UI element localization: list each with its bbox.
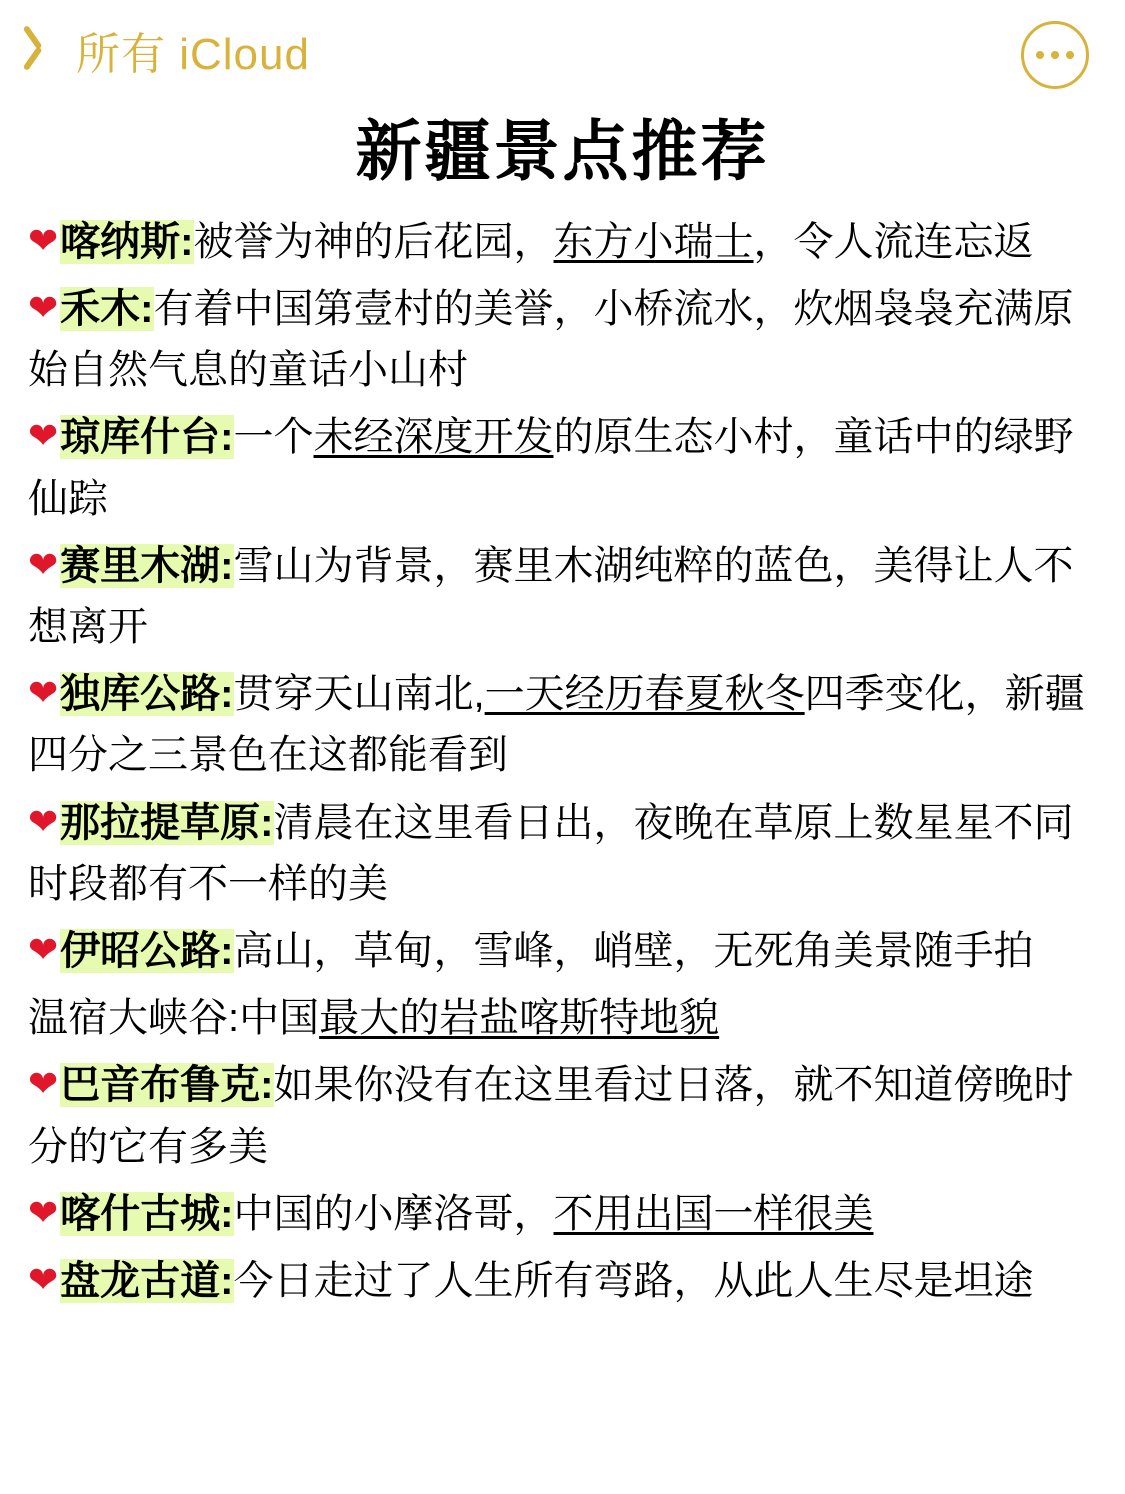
heart-icon: ❤ (28, 1258, 59, 1300)
note-item-name: 巴音布鲁克: (60, 1063, 274, 1108)
heart-icon: ❤ (28, 1063, 59, 1105)
heart-icon: ❤ (28, 1191, 59, 1233)
heart-icon: ❤ (28, 928, 59, 970)
note-item-name: 喀纳斯: (60, 219, 194, 264)
heart-icon: ❤ (28, 543, 59, 585)
body-text: 如果你没有在这里看过日落，就不知道傍晚时分的它有多美 (28, 1063, 1074, 1169)
note-item-name: 喀什古城: (60, 1191, 234, 1236)
back-to-all-icloud-button[interactable] (36, 30, 310, 79)
note-item (28, 536, 1097, 658)
note-item-name: 盘龙古道: (60, 1258, 234, 1303)
body-text: 一个 (233, 415, 314, 460)
top-navigation-bar (0, 0, 1125, 110)
body-text: 四季变化，新疆四分之三景色在这都能看到 (28, 672, 1085, 778)
chevron-left-icon (36, 33, 62, 77)
body-text: 温宿大峡谷:中国 (28, 996, 320, 1041)
body-text: 雪山为背景，赛里木湖纯粹的蓝色，美得让人不想离开 (28, 543, 1074, 650)
heart-icon: ❤ (28, 287, 59, 329)
note-item (28, 407, 1097, 529)
note-item (28, 921, 1097, 982)
heart-icon: ❤ (28, 672, 59, 714)
body-text: 被誉为神的后花园， (193, 219, 554, 264)
note-body[interactable] (0, 114, 1125, 1312)
ellipsis-dot-icon (1066, 51, 1074, 59)
body-text: 中国的小摩洛哥， (233, 1191, 554, 1236)
note-item-name: 伊昭公路: (60, 928, 234, 973)
body-text: 清晨在这里看日出，夜晚在草原上数星星不同时段都有不一样的美 (28, 800, 1074, 906)
note-line-list (28, 212, 1097, 1312)
underlined-text: 不用出国一样很美 (553, 1191, 874, 1236)
back-button-label: 所有 iCloud (76, 30, 310, 79)
note-item (28, 664, 1097, 786)
body-text: 有着中国第壹村的美誉，小桥流水，炊烟袅袅充满原始自然气息的童话小山村 (28, 287, 1074, 393)
note-subline (28, 988, 1097, 1049)
note-item (28, 793, 1097, 915)
note-item-name: 赛里木湖: (60, 543, 234, 588)
note-item (28, 279, 1097, 401)
body-text: 贯穿天山南北, (233, 672, 485, 717)
note-title: 新疆景点推荐 (355, 114, 770, 188)
note-item-name: 禾木: (60, 287, 154, 332)
note-item (28, 1251, 1097, 1312)
note-item-name: 琼库什台: (60, 415, 234, 460)
body-text: ，令人流连忘返 (753, 219, 1034, 264)
ellipsis-dot-icon (1051, 51, 1059, 59)
body-text: 今日走过了人生所有弯路，从此人生尽是坦途 (233, 1258, 1034, 1303)
ellipsis-dot-icon (1036, 51, 1044, 59)
body-text: 高山，草甸，雪峰，峭壁，无死角美景随手拍 (233, 928, 1034, 973)
note-item-name: 独库公路: (60, 672, 234, 717)
underlined-text: 未经深度开发 (313, 415, 554, 460)
underlined-text: 最大的岩盐喀斯特地貌 (319, 996, 720, 1041)
heart-icon: ❤ (28, 800, 59, 842)
note-item (28, 1184, 1097, 1245)
heart-icon: ❤ (28, 415, 59, 457)
note-item (28, 1055, 1097, 1177)
body-text: 的原生态小村，童话中的绿野仙踪 (28, 415, 1074, 521)
note-item (28, 212, 1097, 273)
underlined-text: 东方小瑞士 (553, 219, 754, 264)
note-item-name: 那拉提草原: (60, 800, 274, 845)
heart-icon: ❤ (28, 219, 59, 261)
more-options-button[interactable] (1021, 21, 1089, 89)
underlined-text: 一天经历春夏秋冬 (484, 672, 805, 717)
